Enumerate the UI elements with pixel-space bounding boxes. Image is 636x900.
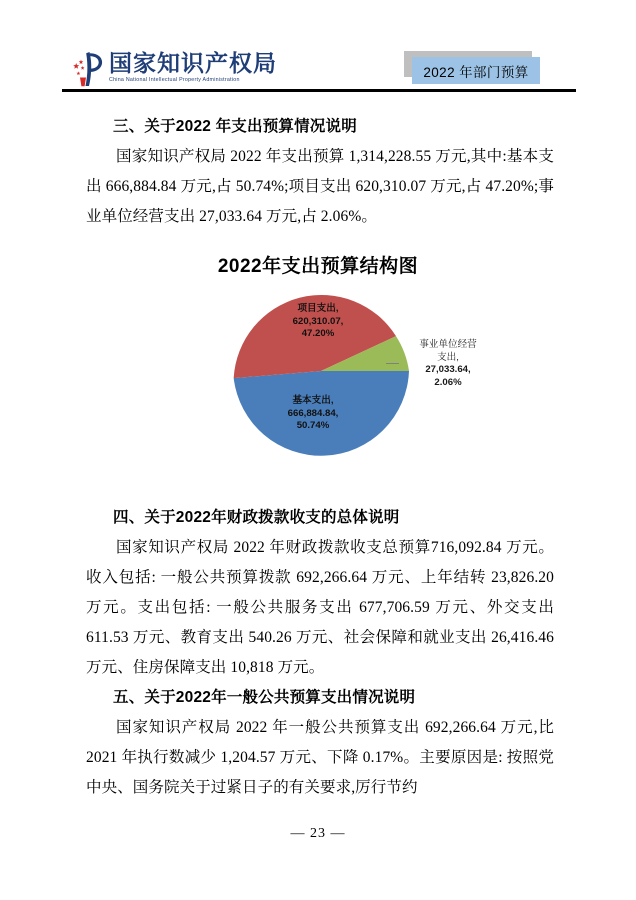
page-number: — 23 — (290, 826, 346, 841)
pie-chart-wrap (0, 283, 636, 483)
header-divider (62, 89, 576, 92)
cnipa-emblem-icon (72, 50, 106, 88)
agency-logo (72, 50, 277, 92)
section-three (86, 112, 554, 232)
pie-label-project-expenditure: 项目支出, 620,310.07, 47.20% (292, 303, 344, 339)
section-five-heading: 五、关于2022年一般公共预算支出情况说明 (113, 689, 416, 706)
pie-callout-leader-line (386, 363, 399, 364)
chart-title: 2022年支出预算结构图 (217, 256, 419, 277)
section-five-paragraph: 国家知识产权局 2022 年一般公共预算支出 692,266.64 万元,比 2021 年执行数减少 1,204.57 万元、下降 0.17%。主要原因是: 按照党中央、国务院关于过紧日子的有关要求,厉行节约 (86, 719, 554, 796)
section-three-heading: 三、关于2022 年支出预算情况说明 (113, 118, 357, 135)
page-footer (0, 826, 636, 842)
header-badge-label: 2022 年部门预算 (423, 64, 529, 80)
expenditure-structure-chart (0, 243, 636, 493)
header-badge (412, 57, 540, 84)
section-four-five (86, 503, 554, 803)
page-header (0, 0, 636, 102)
agency-logo-text (109, 50, 277, 84)
pie-label-basic-expenditure: 基本支出, 666,884.84, 50.74% (287, 395, 339, 431)
agency-name-cn: 国家知识产权局 (109, 50, 277, 76)
agency-name-en: China National Intellectual Property Administration (109, 77, 240, 83)
pie-label-institution-operating-expenditure: 事业单位经营 支出, 27,033.64, 2.06% (419, 339, 477, 388)
section-three-paragraph: 国家知识产权局 2022 年支出预算 1,314,228.55 万元,其中:基本支出 666,884.84 万元,占 50.74%;项目支出 620,310.07 万元,占 47.20%;事业单位经营支出 27,033.64 万元,占 2.06%。 (86, 148, 554, 225)
section-four-heading: 四、关于2022年财政拨款收支的总体说明 (113, 509, 400, 526)
section-four-paragraph: 国家知识产权局 2022 年财政拨款收支总预算716,092.84 万元。收入包括: 一般公共预算拨款 692,266.64 万元、上年结转 23,826.20 万元。支出包括: 一般公共服务支出 677,706.59 万元、外交支出 611.53 万元、教育支出 540.26 万元、社会保障和就业支出 26,416.46 万元、住房保障支出 10,818 万元。 (86, 539, 554, 676)
